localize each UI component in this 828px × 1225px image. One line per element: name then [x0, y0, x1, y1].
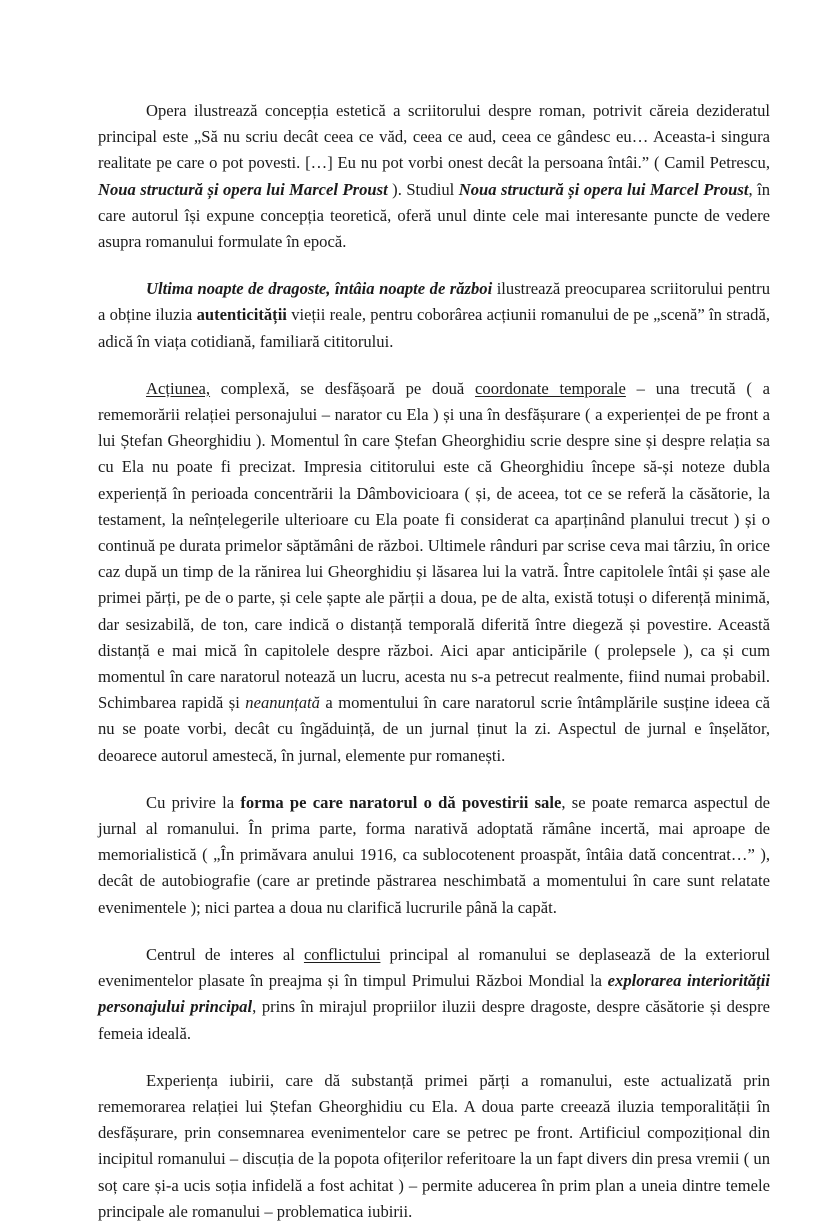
text-run: ). Studiul	[387, 179, 459, 199]
text-run: ilustrează preocuparea scriitorului pentru a obține iluzia	[98, 279, 770, 325]
text-run-title-emphasis: Noua structură și opera lui Marcel Proust	[98, 179, 388, 199]
text-run: – una trecută ( a rememorării relației personajului – narator cu Ela ) și una în desfășurare ( a experienței de pe front a lui Ștefan Gheorghidiu ). Momentul în care Ștefan Gheorghidiu scrie despre sine și despre relația sa cu Ela nu poate fi precizat. Impresia cititorului este că Gheorghidiu începe să-și noteze dubla experiență în perioada concentrării la Dâmbovicioara ( și, de aceea, tot ce se referă la căsătorie, la testament, la neînțelegerile ulterioare cu Ela poate fi considerat ca aparținând planului trecut ) și o continuă pe durata primelor săptămâni de război. Ultimele rânduri par scrise ceva mai târziu, în orice caz după un timp de la rănirea lui Gheorghidiu și lăsarea lui la vatră. Între capitolele întâi și șase ale primei părți, pe de o parte, și cele șapte ale părții a doua, pe de alta, există totuși o diferență minimă, dar sesizabilă, de ton, care indică o distanță temporală diferită între diegeză și povestire. Această distanță e mai mică în capitolele despre război. Aici apar anticipările ( prolepsele ), ca și cum momentul în care naratorul notează un lucru, acesta nu s-a petrecut realmente, fiind numai probabil. Schimbarea rapidă și	[98, 378, 770, 713]
text-run-underlined-term: conflictului	[303, 944, 381, 964]
text-run-title-emphasis: Noua structură și opera lui Marcel Proust	[458, 179, 749, 199]
paragraph-1	[98, 98, 770, 255]
paragraph-3	[98, 376, 770, 769]
text-run: principal al romanului se deplasează de la exteriorul evenimentelor plasate în preajma și în timpul Primului Război Mondial la	[98, 944, 770, 991]
text-run: , în care autorul își expune concepția teoretică, oferă unul dinte cele mai interesante puncte de vedere asupra romanului formulate în epocă.	[98, 179, 770, 252]
paragraph-6	[98, 1068, 770, 1225]
text-run: a momentului în care naratorul scrie întâmplările susține ideea că nu se poate vorbi, decât cu îngăduință, de un jurnal ținut la zi. Aspectul de jurnal e înșelător, deoarece autorul amestecă, în jurnal, elemente pur romanești.	[98, 693, 770, 765]
text-run: vieții reale, pentru coborârea acțiunii romanului de pe „scenă” în stradă, adică în viața cotidiană, familiară cititorului.	[98, 305, 770, 351]
text-run: , prins în mirajul propriilor iluzii despre dragoste, despre căsătorie și despre femeia ideală.	[98, 997, 770, 1043]
text-run-title-emphasis: Ultima noapte de dragoste, întâia noapte de război	[146, 279, 493, 299]
text-run-italic-emphasis: neanunțată	[245, 693, 320, 713]
document-body	[98, 98, 770, 1225]
paragraph-2	[98, 276, 770, 355]
text-run-bold-emphasis: forma pe care naratorul o dă povestirii sale	[240, 792, 562, 812]
text-run: , se poate remarca aspectul de jurnal al romanului. În prima parte, forma narativă adoptată rămâne incertă, mai aproape de memorialistică ( „În primăvara anului 1916, ca sublocotenent proaspăt, întâia dată concentrat…” ), decât de autobiografie (care ar pretinde păstrarea neschimbată a momentului în care sunt relatate evenimentele ); nici partea a doua nu clarifică lucrurile până la capăt.	[98, 792, 770, 917]
paragraph-5	[98, 942, 770, 1047]
text-run: Cu privire la	[146, 792, 241, 812]
text-run-bold-emphasis: autenticității	[196, 305, 287, 325]
paragraph-4	[98, 790, 770, 921]
text-run-underlined-term: Acțiunea,	[146, 378, 211, 398]
text-run: complexă, se desfășoară pe două	[210, 378, 476, 398]
text-run: Opera ilustrează concepția estetică a scriitorului despre roman, potrivit căreia dezideratul principal este „Să nu scriu decât ceea ce văd, ceea ce aud, ceea ce gândesc eu… Aceasta-i singura realitate pe care o pot povesti. […] Eu nu pot vorbi onest decât la persoana întâi.” ( Camil Petrescu,	[98, 101, 770, 173]
text-run: Centrul de interes al	[146, 944, 304, 964]
text-run-underlined-term: coordonate temporale	[475, 378, 626, 398]
text-run-bold-italic-emphasis: explorarea interiorității personajului principal	[98, 971, 771, 1017]
text-run: Experiența iubirii, care dă substanță primei părți a romanului, este actualizată prin rememorarea relației lui Ștefan Gheorghidiu cu Ela. A doua parte creează iluzia temporalității în desfășurare, prin consemnarea evenimentelor care se petrec pe front. Artificiul compozițional din incipitul romanului – discuția de la popota ofițerilor referitoare la un fapt divers din presa vremii ( un soț care și-a ucis soția infidelă a fost achitat ) – permite aducerea în prim plan a uneia dintre temele principale ale romanului – problematica iubirii.	[98, 1070, 770, 1221]
